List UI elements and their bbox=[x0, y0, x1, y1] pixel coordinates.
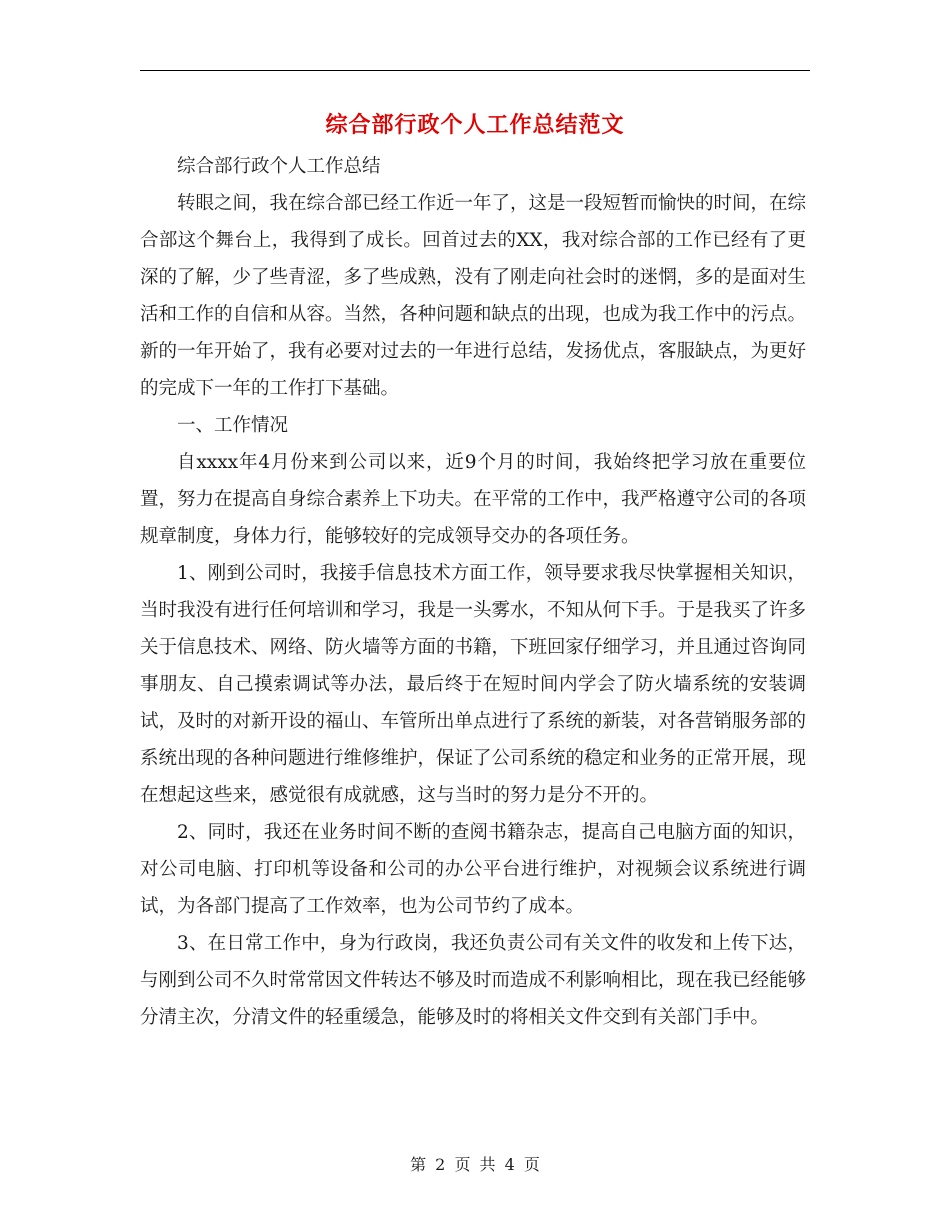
paragraph-work-overview: 自xxxx年4月份来到公司以来，近9个月的时间，我始终把学习放在重要位置，努力在提高自身综合素养上下功夫。在平常的工作中，我严格遵守公司的各项规章制度，身体力行，能够较好的完成领导交办的各项任务。 bbox=[140, 452, 807, 547]
document-body bbox=[140, 148, 806, 1036]
paragraph-item-2: 2、同时，我还在业务时间不断的查阅书籍杂志，提高自己电脑方面的知识，对公司电脑、打印机等设备和公司的办公平台进行维护，对视频会议系统进行调试，为各部门提高了工作效率，也为公司节约了成本。 bbox=[140, 822, 806, 917]
paragraph-item-3: 3、在日常工作中，身为行政岗，我还负责公司有关文件的收发和上传下达，与刚到公司不久时常常因文件转达不够及时而造成不利影响相比，现在我已经能够分清主次，分清文件的轻重缓急，能够及时的将相关文件交到有关部门手中。 bbox=[140, 933, 807, 1028]
paragraph-item-1: 1、刚到公司时，我接手信息技术方面工作，领导要求我尽快掌握相关知识，当时我没有进行任何培训和学习，我是一头雾水，不知从何下手。于是我买了许多关于信息技术、网络、防火墙等方面的书籍，下班回家仔细学习，并且通过咨询同事朋友、自己摸索调试等办法，最后终于在短时间内学会了防火墙系统的安装调试，及时的对新开设的福山、车管所出单点进行了系统的新装，对各营销服务部的系统出现的各种问题进行维修维护，保证了公司系统的稳定和业务的正常开展，现在想起这些来，感觉很有成就感，这与当时的努力是分不开的。 bbox=[140, 563, 807, 806]
header-rule bbox=[140, 70, 810, 71]
section-heading-work: 一、工作情况 bbox=[177, 415, 289, 436]
paragraph-intro: 转眼之间，我在综合部已经工作近一年了，这是一段短暂而愉快的时间，在综合部这个舞台上，我得到了成长。回首过去的XX，我对综合部的工作已经有了更深的了解，少了些青涩，多了些成熟，没有了刚走向社会时的迷惘，多的是面对生活和工作的自信和从容。当然，各种问题和缺点的出现，也成为我工作中的污点。新的一年开始了，我有必要对过去的一年进行总结，发扬优点，客服缺点，为更好的完成下一年的工作打下基础。 bbox=[140, 193, 807, 399]
document-title: 综合部行政个人工作总结范文 bbox=[325, 112, 625, 138]
page-number: 第 2 页 共 4 页 bbox=[410, 1155, 540, 1174]
paragraph-subtitle: 综合部行政个人工作总结 bbox=[177, 156, 381, 177]
